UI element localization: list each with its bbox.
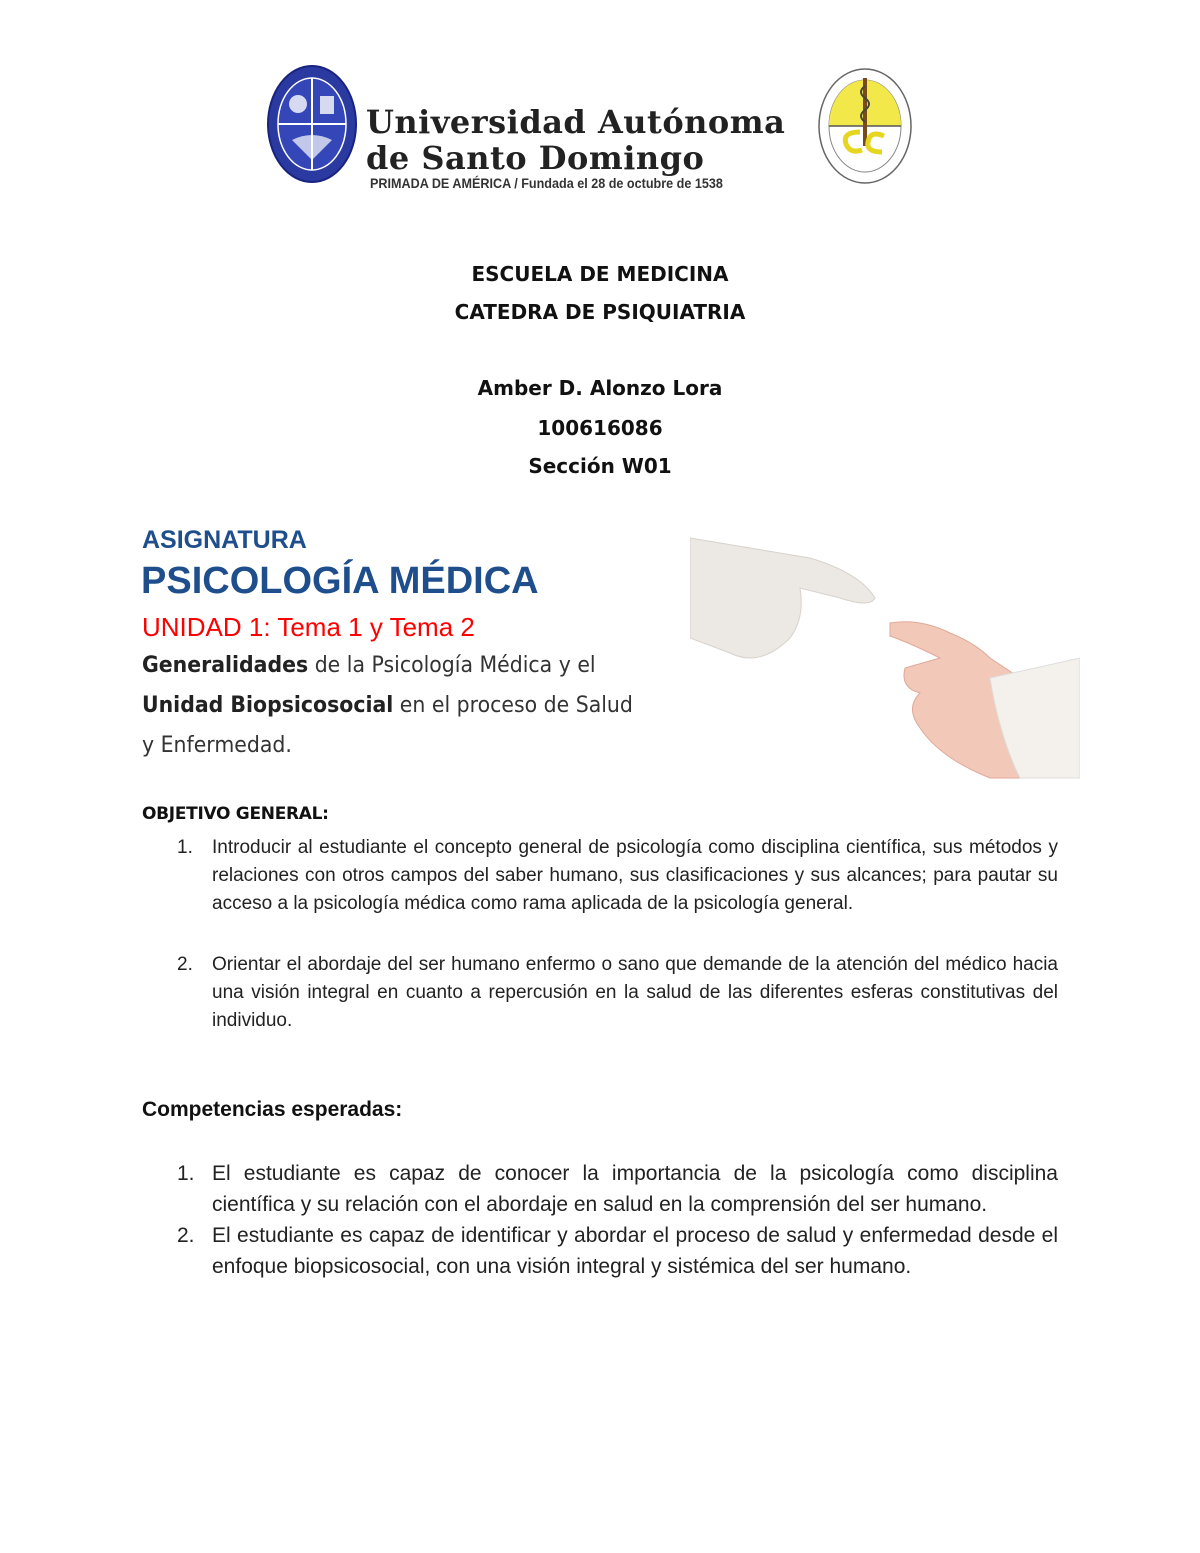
subject-label: ASIGNATURA xyxy=(142,526,307,554)
faculty-health-sciences-seal-icon xyxy=(816,66,914,191)
list-text: El estudiante es capaz de identificar y abordar el proceso de salud y enfermedad desde el enfoque biopsicosocial, con una visión integral y sistémica del ser humano. xyxy=(212,1224,1058,1278)
list-number: 2. xyxy=(177,1224,195,1247)
objectives-list xyxy=(142,834,1058,1035)
desc-bold: Generalidades xyxy=(142,653,309,678)
list-text: Introducir al estudiante el concepto general de psicología como disciplina científica, sus métodos y relaciones con otros campos del saber humano, sus clasificaciones y sus alcances; para pautar su acceso a la psicología médica como rama aplicada de la psicología general. xyxy=(212,837,1058,914)
subject-title: PSICOLOGÍA MÉDICA xyxy=(141,560,539,602)
list-text: El estudiante es capaz de conocer la importancia de la psicología como disciplina científica y su relación con el abordaje en salud en la comprensión del ser humano. xyxy=(212,1162,1058,1216)
list-item xyxy=(142,1158,1058,1220)
university-name xyxy=(366,104,785,176)
objectives-heading: OBJETIVO GENERAL: xyxy=(142,804,329,824)
list-item xyxy=(142,951,1058,1035)
competencies-list xyxy=(142,1158,1058,1282)
desc-text: de la Psicología Médica y el xyxy=(308,653,596,678)
student-id: 100616086 xyxy=(537,416,663,440)
list-number: 2. xyxy=(177,954,193,975)
list-number: 1. xyxy=(177,837,193,858)
university-name-line2: de Santo Domingo xyxy=(366,139,705,177)
hands-illustration xyxy=(690,528,1080,788)
chair-name: CATEDRA DE PSIQUIATRIA xyxy=(454,300,746,324)
unit-description xyxy=(142,646,663,766)
school-name: ESCUELA DE MEDICINA xyxy=(471,262,729,286)
list-number: 1. xyxy=(177,1162,195,1185)
list-item xyxy=(142,1220,1058,1282)
list-text: Orientar el abordaje del ser humano enfermo o sano que demande de la atención del médico hacia una visión integral en cuanto a repercusión en la salud de las diferentes esferas constitutivas del individuo. xyxy=(212,954,1058,1031)
university-tagline: PRIMADA DE AMÉRICA / Fundada el 28 de octubre de 1538 xyxy=(370,175,723,191)
competencies-heading: Competencias esperadas: xyxy=(142,1098,403,1121)
uasd-seal-icon xyxy=(266,64,358,189)
desc-text: y Enfermedad. xyxy=(142,733,292,758)
list-item xyxy=(142,834,1058,918)
unit-title: UNIDAD 1: Tema 1 y Tema 2 xyxy=(142,612,475,642)
desc-text: en el proceso de Salud xyxy=(393,693,633,718)
university-name-line1: Universidad Autónoma xyxy=(366,103,786,141)
student-name: Amber D. Alonzo Lora xyxy=(477,376,723,400)
section: Sección W01 xyxy=(528,454,672,478)
desc-bold: Unidad Biopsicosocial xyxy=(142,693,394,718)
